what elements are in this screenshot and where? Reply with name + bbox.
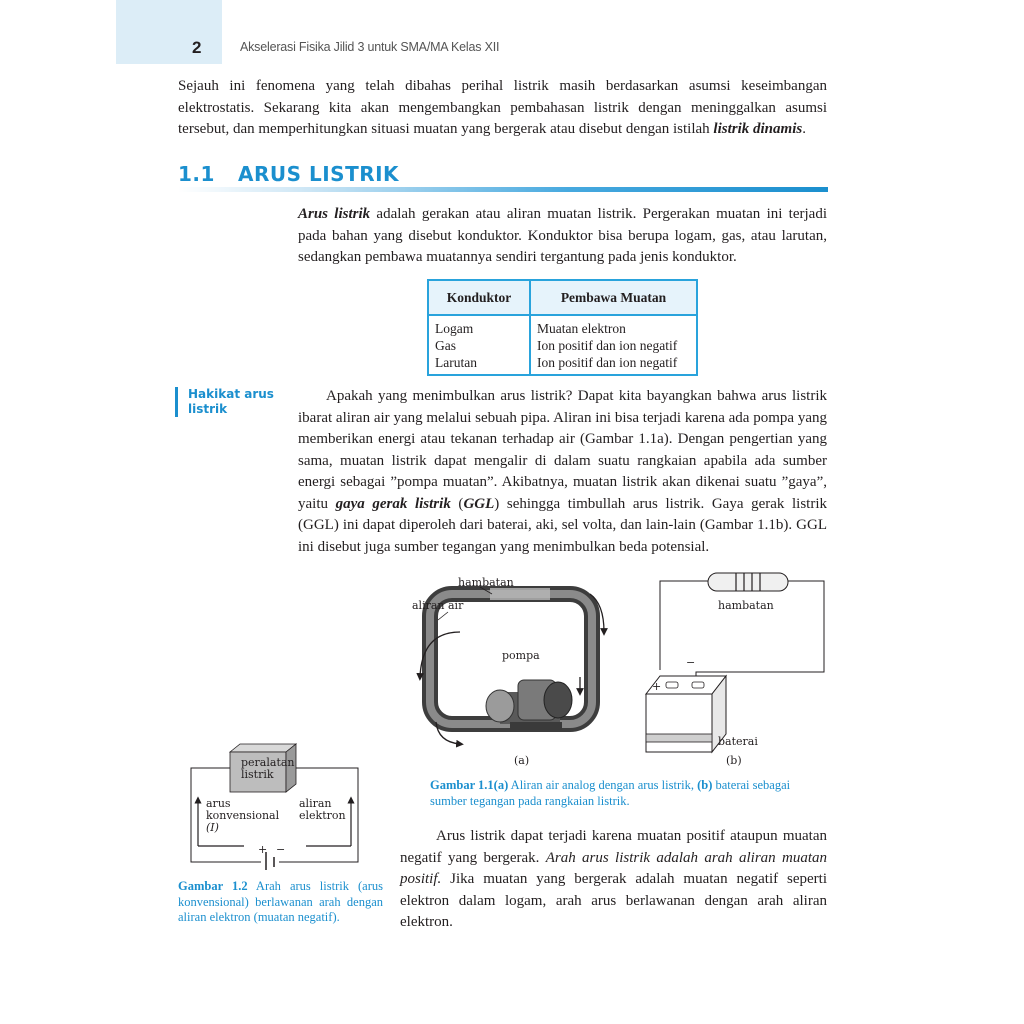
page-number: 2 <box>192 38 202 57</box>
intro-term: listrik dinamis <box>713 121 803 137</box>
main-text: Apakah yang menimbulkan arus listrik? Dapat kita bayangkan bahwa arus listrik ibarat aliran air yang melalui sebuah pipa. Aliran ini bisa terjadi karena ada pompa yang memberikan energi atau tekanan terhadap air (Gambar 1.1a). Dengan pengertian yang sama, muatan listrik dapat mengalir di dalam suatu rangkaian apabila ada sumber energi sebagai ”pompa muatan”. Akibatnya, muatan listrik akan dikenai suatu ”gaya”, yaitu <box>298 388 827 512</box>
label-b: (b) <box>726 754 742 767</box>
section-heading <box>178 162 399 186</box>
ggl-abbr: GGL <box>463 495 495 512</box>
margin-note <box>175 387 274 417</box>
main-paragraph <box>298 386 827 558</box>
label-peralatan: peralatan <box>241 756 295 769</box>
table-header-row <box>428 280 697 315</box>
label-current-symbol: (I) <box>206 821 219 834</box>
figure-1-2 <box>186 740 366 870</box>
battery-plus: + <box>258 843 268 856</box>
end-italic-statement: Arah arus listrik adalah arah aliran muatan positif. <box>400 849 828 887</box>
pipe-resistance-section <box>490 588 550 600</box>
label-hambatan-a: hambatan <box>458 576 514 589</box>
table-cell: Logam <box>428 315 530 337</box>
leader-line <box>438 612 448 620</box>
label-elektron: elektron <box>299 809 346 822</box>
label-konvensional: konvensional <box>206 809 280 822</box>
label-aliran: aliran <box>299 797 332 810</box>
caption-bold: (b) <box>697 778 713 792</box>
label-listrik: listrik <box>241 768 274 781</box>
end-text: Jika muatan yang bergerak adalah muatan negatif seperti elektron dalam logam, arah arus berlawanan dengan arah aliran elektron. <box>400 871 827 930</box>
table-header-cell: Konduktor <box>428 280 530 315</box>
end-text: Arus listrik dapat terjadi karena muatan positif ataupun muatan negatif yang bergerak. <box>400 828 827 866</box>
label-pompa: pompa <box>502 649 540 662</box>
heading-rule <box>178 187 828 192</box>
table-header-cell: Pembawa Muatan <box>530 280 697 315</box>
table-cell: Ion positif dan ion negatif <box>530 337 697 354</box>
definition-text: adalah gerakan atau aliran muatan listrik. Pergerakan muatan ini terjadi pada bahan yang disebut konduktor. Konduktor bisa berupa logam, gas, atau larutan, sedangkan pembawa muatannya sendiri tergantung pada jenis konduktor. <box>298 206 827 265</box>
table-cell: Muatan elektron <box>530 315 697 337</box>
table-row <box>428 354 697 375</box>
table-cell: Larutan <box>428 354 530 375</box>
end-paragraph <box>400 826 827 934</box>
section-title: ARUS LISTRIK <box>238 162 400 186</box>
table-cell: Ion positif dan ion negatif <box>530 354 697 375</box>
resistor-illustration <box>708 573 788 591</box>
caption-figure-1-1 <box>430 778 830 809</box>
main-text: ) sehingga timbullah arus listrik. Gaya gerak listrik (GGL) ini dapat diperoleh dari baterai, aki, sel volta, dan lain-lain (Gambar 1.1b). GGL ini disebut juga sumber tegangan yang menimbulkan beda potensial. <box>298 495 828 555</box>
definition-term: Arus listrik <box>298 206 371 222</box>
margin-note-line: listrik <box>188 402 228 416</box>
label-aliran-air: aliran air <box>412 599 464 612</box>
caption-label: Gambar 1.2 <box>178 879 248 893</box>
battery-minus: − <box>686 656 696 669</box>
intro-end: . <box>802 121 806 137</box>
definition-paragraph <box>298 204 827 269</box>
caption-text: baterai sebagai sumber tegangan pada rangkaian listrik. <box>430 778 791 808</box>
label-hambatan-b: hambatan <box>718 599 774 612</box>
caption-figure-1-2 <box>178 879 383 926</box>
intro-text: Sejauh ini fenomena yang telah dibahas perihal listrik masih berdasarkan asumsi keseimbangan elektrostatis. Sekarang kita akan mengembangkan pembahasan listrik dengan meninggalkan asumsi tersebut, dan memperhitungkan situasi muatan yang bergerak atau disebut dengan istilah <box>178 78 827 137</box>
caption-text: Arah arus listrik (arus konvensional) berlawanan arah dengan aliran elektron (muatan negatif). <box>178 879 383 924</box>
table-row <box>428 337 697 354</box>
label-a: (a) <box>514 754 530 767</box>
table-row <box>428 315 697 337</box>
table-cell: Gas <box>428 337 530 354</box>
label-arus: arus <box>206 797 231 810</box>
running-head: Akselerasi Fisika Jilid 3 untuk SMA/MA Kelas XII <box>240 40 500 54</box>
circuit-wire <box>696 581 824 684</box>
intro-paragraph <box>178 76 827 141</box>
section-number: 1.1 <box>178 162 215 186</box>
main-text: ( <box>450 495 464 512</box>
battery-plus: + <box>652 680 662 693</box>
label-baterai: baterai <box>718 735 758 748</box>
margin-note-line: Hakikat arus <box>188 387 274 401</box>
circuit-wire <box>660 581 708 670</box>
figure-1-1 <box>400 572 830 772</box>
conductor-table <box>427 279 698 376</box>
caption-label: Gambar 1.1(a) <box>430 778 509 792</box>
caption-text: Aliran air analog dengan arus listrik, <box>508 778 698 792</box>
battery-minus: − <box>276 843 286 856</box>
ggl-term: gaya gerak listrik <box>335 495 451 512</box>
page-number-tab <box>116 0 222 64</box>
